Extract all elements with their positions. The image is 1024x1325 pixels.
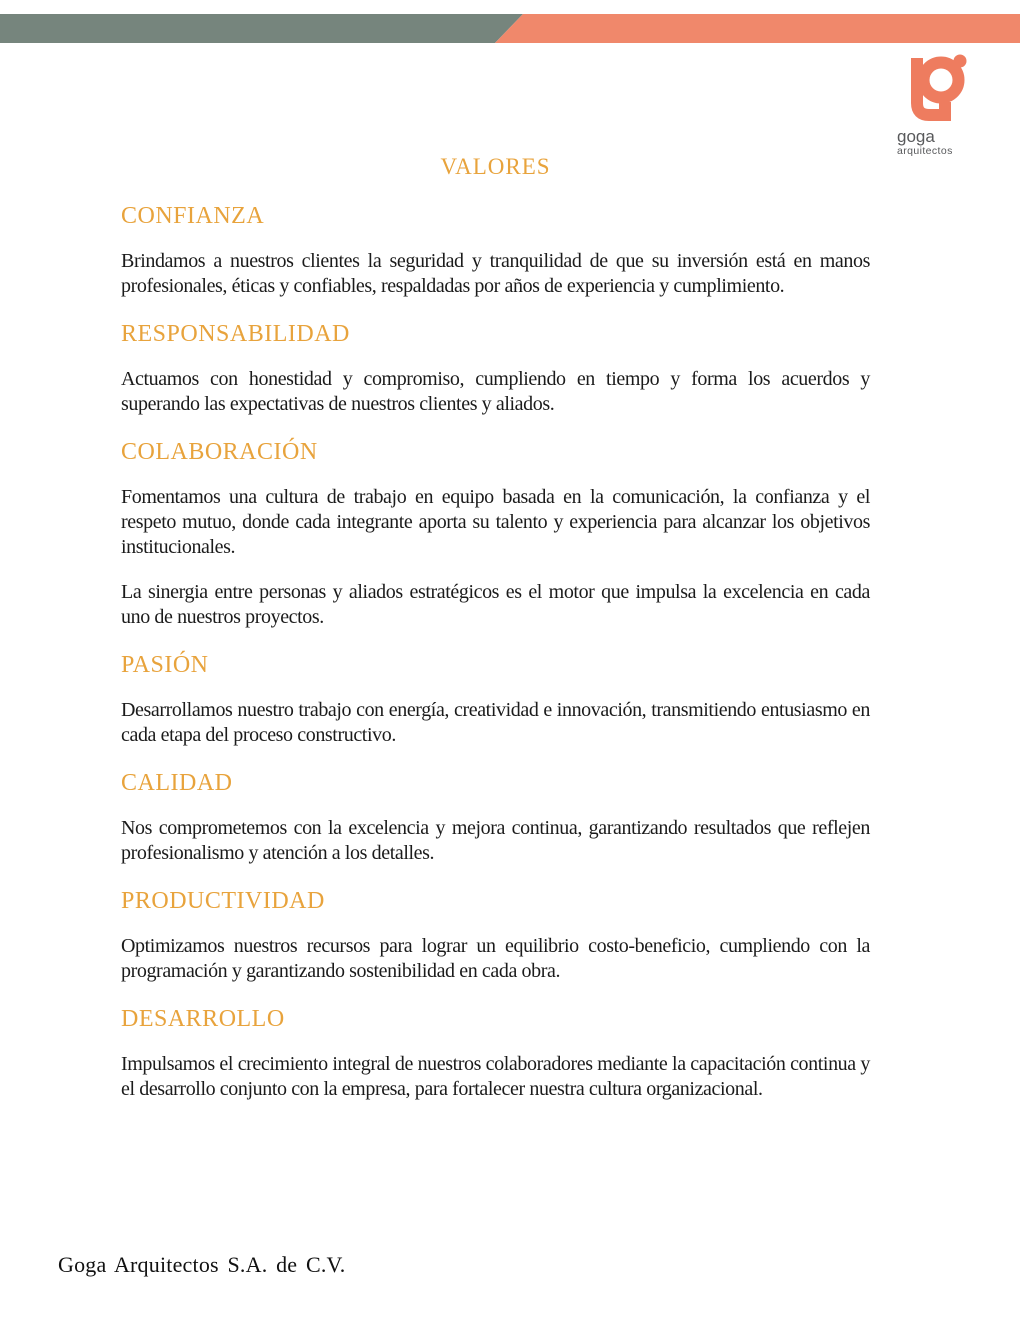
goga-g-icon [904,53,968,127]
section-heading: RESPONSABILIDAD [121,321,350,347]
section-paragraph: Brindamos a nuestros clientes la seguridad y tranquilidad de que su inversión está en manos profesionales, éticas y confiables, respaldadas por años de experiencia y cumplimiento. [121,250,870,297]
section-responsabilidad [121,321,870,417]
section-paragraph: Optimizamos nuestros recursos para lograr un equilibrio costo-beneficio, cumpliendo con la programación y garantizando sostenibilidad en cada obra. [121,935,870,982]
section-calidad [121,770,870,866]
section-paragraph: Impulsamos el crecimiento integral de nuestros colaboradores mediante la capacitación continua y el desarrollo conjunto con la empresa, para fortalecer nuestra cultura organizacional. [121,1053,870,1100]
section-heading: CONFIANZA [121,203,265,229]
document-content [121,0,870,1122]
section-pasion [121,652,870,748]
section-heading: PRODUCTIVIDAD [121,888,325,914]
section-heading: DESARROLLO [121,1006,285,1032]
goga-logo [897,53,1002,157]
section-productividad [121,888,870,984]
logo-name: goga [897,127,935,146]
page-title: VALORES [440,154,551,179]
logo-subtitle: arquitectos [897,144,953,157]
section-paragraph: Actuamos con honestidad y compromiso, cumpliendo en tiempo y forma los acuerdos y superando las expectativas de nuestros clientes y aliados. [121,368,870,415]
section-paragraph: Nos comprometemos con la excelencia y mejora continua, garantizando resultados que reflejen profesionalismo y atención a los detalles. [121,817,870,864]
section-confianza [121,203,870,299]
section-heading: CALIDAD [121,770,233,796]
section-heading: COLABORACIÓN [121,439,318,465]
section-paragraph: Desarrollamos nuestro trabajo con energía, creatividad e innovación, transmitiendo entusiasmo en cada etapa del proceso constructivo. [121,699,870,746]
section-paragraph: Fomentamos una cultura de trabajo en equipo basada en la comunicación, la confianza y el respeto mutuo, donde cada integrante aporta su talento y experiencia para alcanzar los objetivos institucionales. [121,486,870,558]
section-desarrollo [121,1006,870,1102]
section-heading: PASIÓN [121,652,209,678]
section-paragraph: La sinergia entre personas y aliados estratégicos es el motor que impulsa la excelencia en cada uno de nuestros proyectos. [121,581,870,628]
footer-company-name: Goga Arquitectos S.A. de C.V. [58,1252,346,1277]
section-colaboracion [121,439,870,630]
